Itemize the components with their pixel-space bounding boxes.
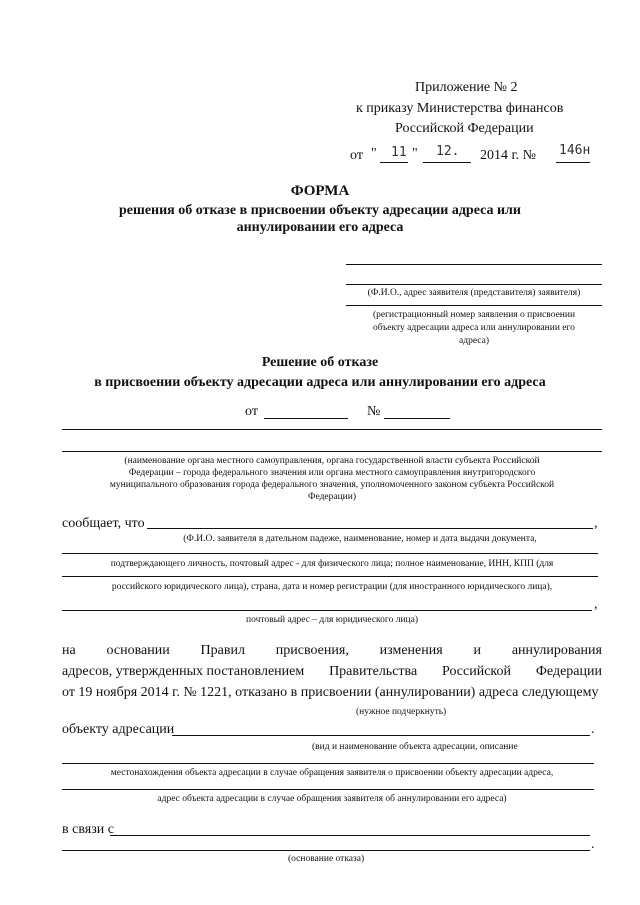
- object-line-3: [62, 789, 594, 790]
- registration-caption-1: (регистрационный номер заявления о присвоении: [372, 310, 576, 320]
- reports-comma-2: ,: [594, 597, 598, 612]
- reports-caption-1: (Ф.И.О. заявителя в дательном падеже, наименование, номер и дата выдачи документа,: [183, 534, 537, 544]
- organ-line-2: [62, 451, 602, 452]
- object-line-1: [172, 735, 590, 736]
- decision-date-line: [264, 418, 348, 419]
- form-title: ФОРМА: [290, 183, 350, 199]
- object-dot: .: [591, 722, 595, 737]
- organ-caption-1: (наименование органа местного самоуправления, органа государственной власти субъекта Российской: [124, 456, 540, 466]
- basis-word-6: и: [473, 643, 482, 658]
- date-day-handwritten: 11: [391, 145, 407, 160]
- appendix-number: Приложение № 2: [415, 80, 518, 95]
- underline-note: (нужное подчеркнуть): [356, 707, 447, 717]
- organ-caption-2: Федерации – города федерального значения или органа местного самоуправления внутригородского: [128, 468, 536, 478]
- applicant-line-1: [346, 264, 602, 265]
- decision-number-line: [384, 418, 450, 419]
- decision-number-label: №: [367, 404, 381, 419]
- object-caption-3: адрес объекта адресации в случае обращения заявителя об аннулировании его адреса): [157, 794, 507, 804]
- object-caption-1: (вид и наименование объекта адресации, описание: [312, 742, 518, 752]
- reason-dot: .: [591, 837, 595, 852]
- reports-caption-4: почтовый адрес – для юридического лица): [245, 615, 418, 625]
- basis-word-1: на: [62, 643, 76, 658]
- basis-line2-b: Правительства: [329, 664, 418, 679]
- object-caption-2: местонахождения объекта адресации в случае обращения заявителя о присвоении объекту адресации адреса,: [110, 768, 554, 778]
- form-subtitle-line1: решения об отказе в присвоении объекту адресации адреса или: [119, 203, 521, 218]
- reports-line-2: [62, 553, 598, 554]
- reports-comma-1: ,: [594, 516, 598, 531]
- reason-line-1: [110, 835, 590, 836]
- date-quote-open: ": [371, 146, 377, 161]
- basis-word-4: присвоения,: [275, 643, 349, 658]
- basis-line2-c: Российской: [442, 664, 512, 679]
- basis-word-5: изменения: [379, 643, 443, 658]
- reason-caption: (основание отказа): [288, 854, 365, 864]
- decision-title: Решение об отказе: [261, 355, 379, 370]
- registration-caption-3: адреса): [459, 336, 489, 346]
- basis-word-7: аннулирования: [511, 643, 602, 658]
- applicant-caption: (Ф.И.О., адрес заявителя (представителя) заявителя): [367, 288, 581, 298]
- organ-caption-3: муниципального образования города федерального значения, уполномоченного законом субъекта Российской: [109, 480, 555, 490]
- basis-line-2: [62, 664, 602, 680]
- decision-subtitle: в присвоении объекту адресации адреса или аннулировании его адреса: [94, 375, 546, 390]
- basis-line2-a: адресов, утвержденных постановлением: [62, 664, 305, 679]
- reports-line-4: [62, 610, 592, 611]
- date-from-label: от: [350, 148, 363, 163]
- decision-date-label: от: [245, 404, 258, 419]
- organ-caption-4: Федерации): [307, 492, 357, 502]
- date-quote-close: ": [412, 146, 418, 161]
- date-month-handwritten: 12.: [436, 144, 460, 159]
- reports-label: сообщает, что: [62, 516, 145, 531]
- federation-line: Российской Федерации: [395, 121, 534, 136]
- reports-line-3: [62, 576, 598, 577]
- basis-line-3: от 19 ноября 2014 г. № 1221, отказано в присвоении (аннулировании) адреса следующему: [62, 685, 599, 700]
- basis-word-3: Правил: [200, 643, 245, 658]
- basis-line2-d: Федерации: [535, 664, 602, 679]
- date-year-label: 2014 г. №: [480, 148, 537, 163]
- applicant-line-2: [346, 284, 602, 285]
- order-reference: к приказу Министерства финансов: [356, 101, 564, 116]
- organ-line-1: [62, 429, 602, 430]
- order-number-handwritten: 146н: [559, 143, 591, 158]
- registration-line: [346, 305, 602, 306]
- basis-word-2: основании: [106, 643, 170, 658]
- reason-line-2: [62, 850, 590, 851]
- reports-caption-2: подтверждающего личность, почтовый адрес - для физического лица; полное наименование, ИНН, КПП (для: [110, 559, 554, 569]
- object-label: объекту адресации: [62, 722, 175, 737]
- registration-caption-2: объекту адресации адреса или аннулировании его: [373, 323, 575, 333]
- object-line-2: [62, 763, 594, 764]
- reason-label: в связи с: [62, 822, 114, 837]
- basis-line-1: [62, 643, 602, 659]
- reports-line-1: [147, 528, 593, 529]
- form-subtitle-line2: аннулировании его адреса: [236, 220, 404, 235]
- reports-caption-3: российского юридического лица), страна, дата и номер регистрации (для иностранного юридического лица),: [111, 582, 553, 592]
